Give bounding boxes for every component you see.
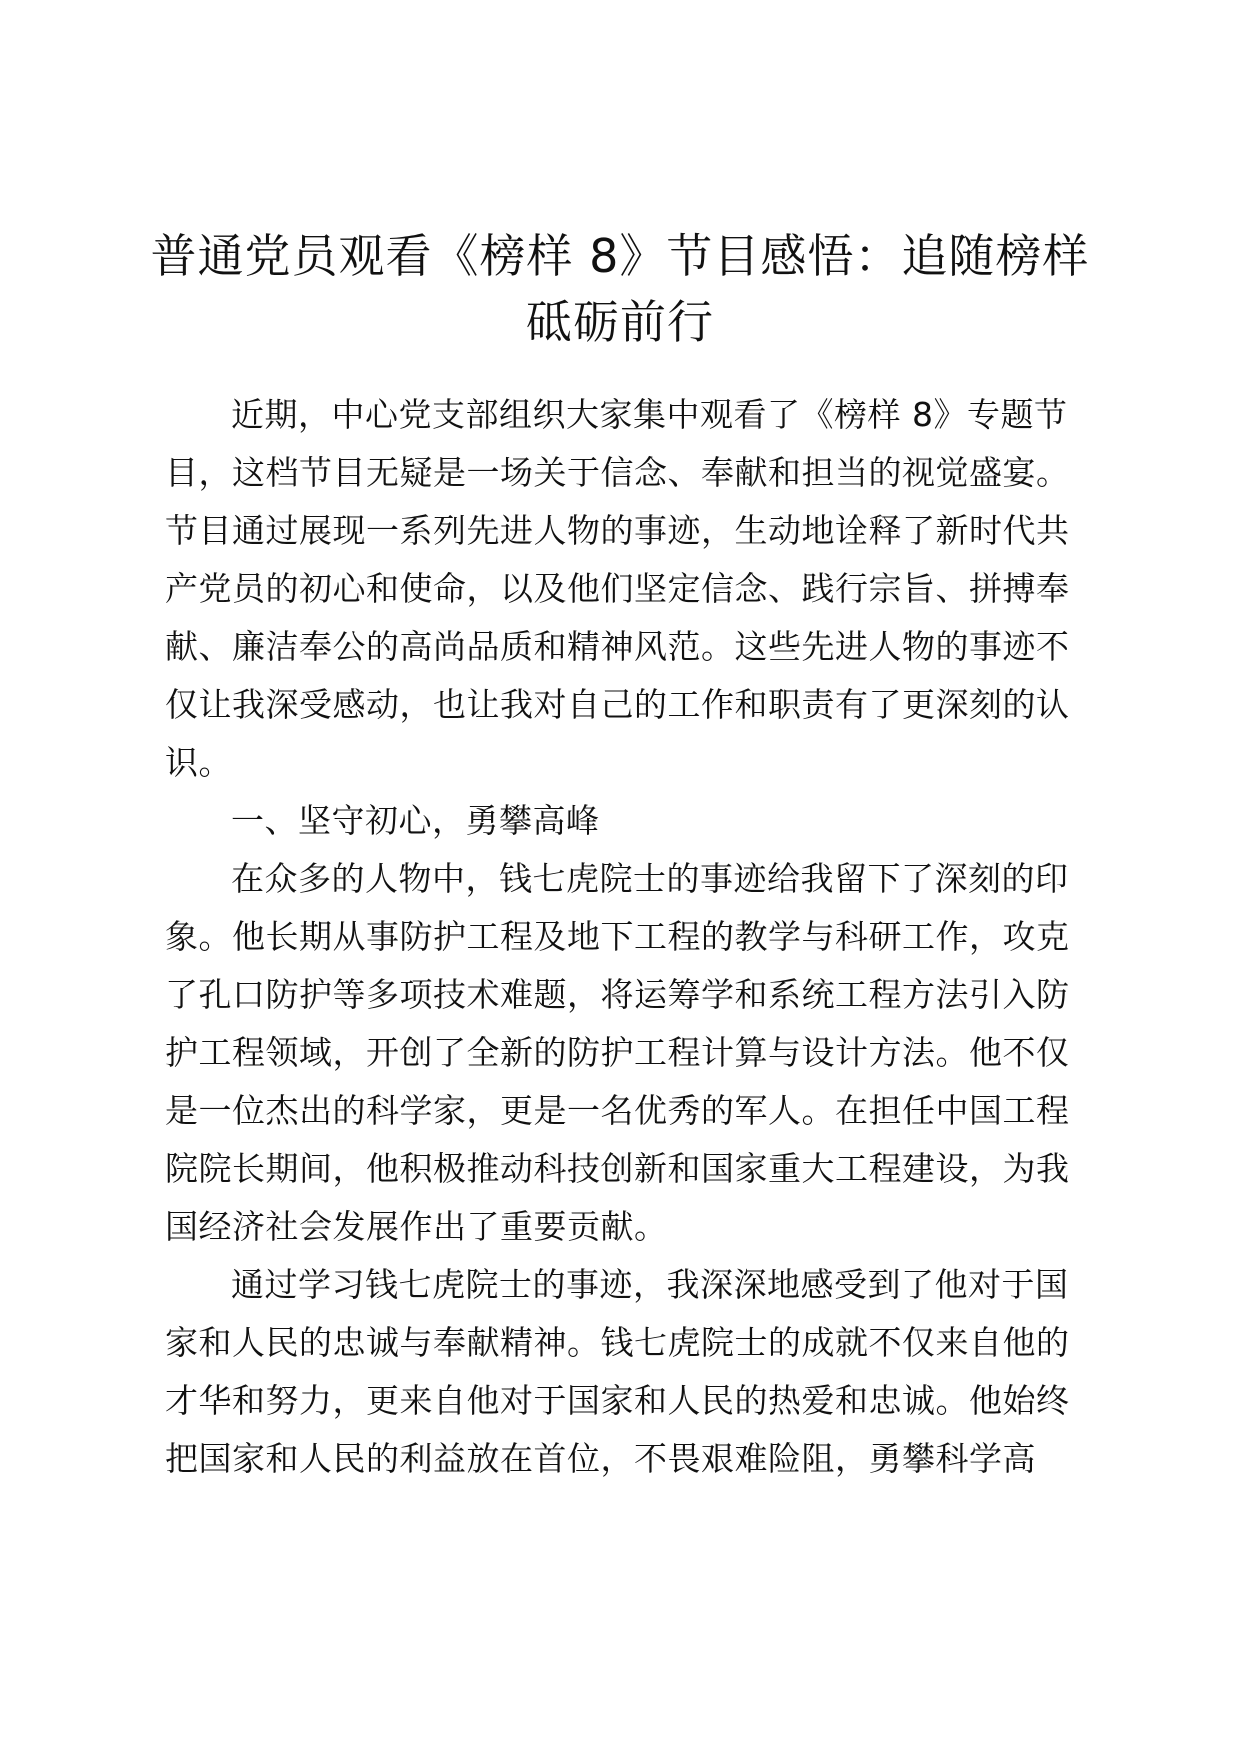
- body-line: 护工程领域，开创了全新的防护工程计算与设计方法。他不仅: [165, 1033, 1070, 1072]
- document-body: [165, 386, 1075, 1488]
- body-line: 近期，中心党支部组织大家集中观看了《榜样 8》专题节: [231, 395, 1068, 434]
- body-line: 仅让我深受感动，也让我对自己的工作和职责有了更深刻的认: [165, 685, 1070, 724]
- document-title-line-1: 普通党员观看《榜样 8》节目感悟：追随榜样: [150, 229, 1090, 283]
- body-line: 是一位杰出的科学家，更是一名优秀的军人。在担任中国工程: [165, 1091, 1070, 1130]
- body-line: 把国家和人民的利益放在首位，不畏艰难险阻，勇攀科学高: [165, 1439, 1036, 1478]
- body-line: 产党员的初心和使命，以及他们坚定信念、践行宗旨、拼搏奉: [165, 569, 1070, 608]
- body-line: 识。: [165, 743, 232, 782]
- body-line: 通过学习钱七虎院士的事迹，我深深地感受到了他对于国: [231, 1265, 1069, 1304]
- document-title-line-2: 砥砺前行: [526, 295, 714, 349]
- body-line: 在众多的人物中，钱七虎院士的事迹给我留下了深刻的印: [231, 859, 1069, 898]
- body-line: 国经济社会发展作出了重要贡献。: [165, 1207, 668, 1246]
- body-line: 献、廉洁奉公的高尚品质和精神风范。这些先进人物的事迹不: [165, 627, 1070, 666]
- body-line: 目，这档节目无疑是一场关于信念、奉献和担当的视觉盛宴。: [165, 453, 1070, 492]
- body-line: 才华和努力，更来自他对于国家和人民的热爱和忠诚。他始终: [165, 1381, 1070, 1420]
- body-line: 象。他长期从事防护工程及地下工程的教学与科研工作，攻克: [165, 917, 1070, 956]
- body-line: 家和人民的忠诚与奉献精神。钱七虎院士的成就不仅来自他的: [165, 1323, 1070, 1362]
- body-line: 了孔口防护等多项技术难题，将运筹学和系统工程方法引入防: [165, 975, 1070, 1014]
- body-line: 院院长期间，他积极推动科技创新和国家重大工程建设，为我: [165, 1149, 1070, 1188]
- section-heading: 一、坚守初心，勇攀高峰: [231, 801, 600, 840]
- body-line: 节目通过展现一系列先进人物的事迹，生动地诠释了新时代共: [165, 511, 1070, 550]
